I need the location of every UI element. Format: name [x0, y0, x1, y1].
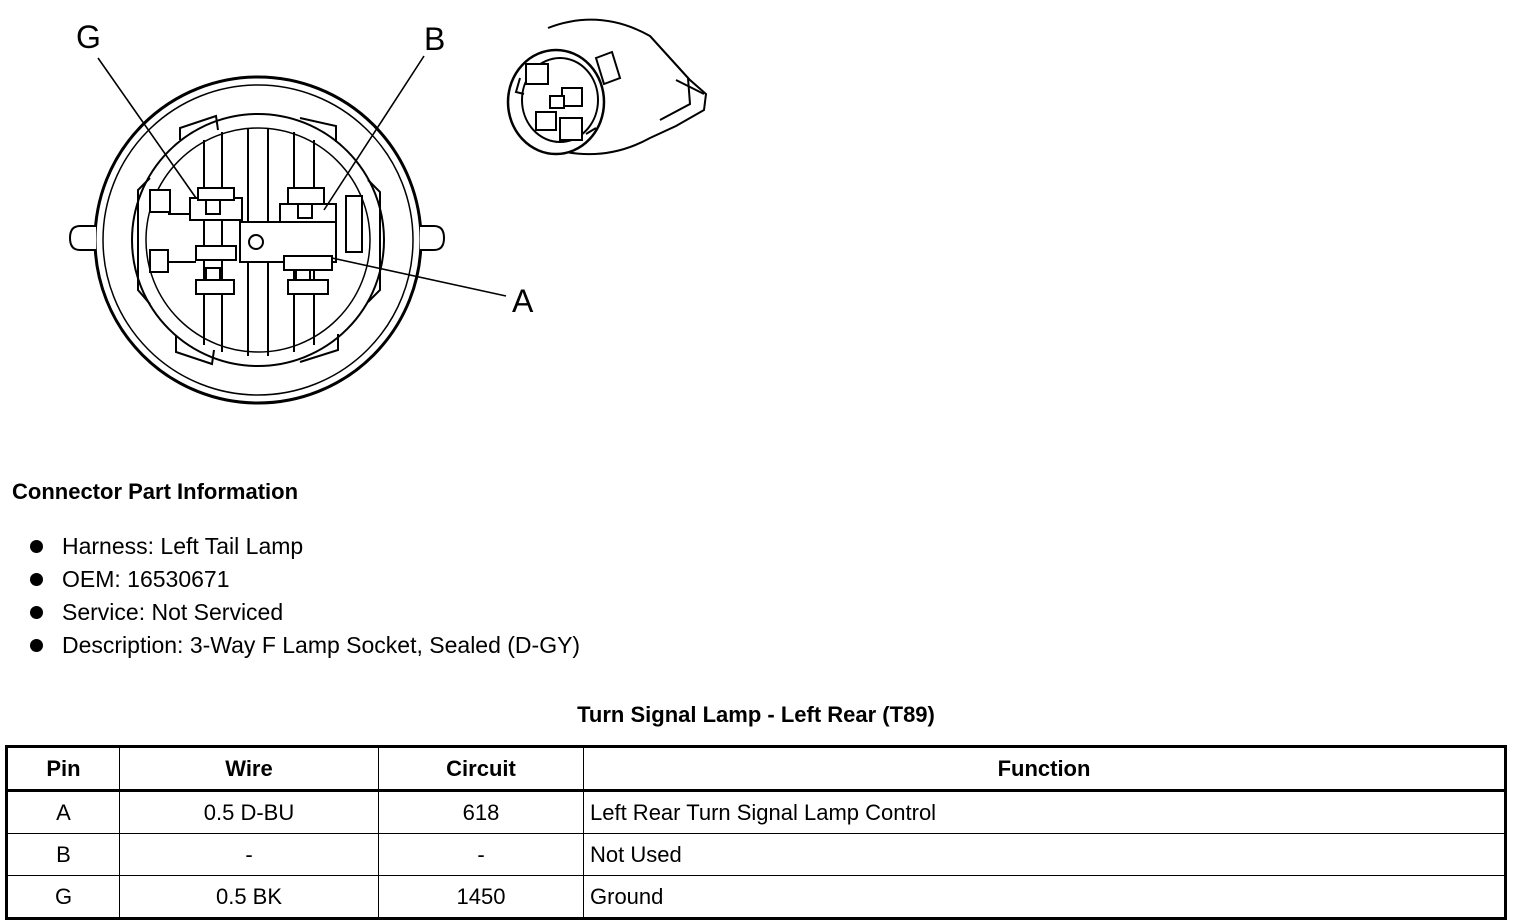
header-circuit: Circuit — [379, 747, 584, 791]
list-item: Harness: Left Tail Lamp — [28, 530, 580, 563]
cell-function: Not Used — [584, 834, 1506, 876]
cell-wire: - — [120, 834, 379, 876]
label-a: A — [512, 283, 534, 319]
cell-function: Ground — [584, 876, 1506, 919]
cell-circuit: 618 — [379, 791, 584, 834]
header-wire: Wire — [120, 747, 379, 791]
socket-right-tab — [420, 226, 444, 250]
bullet-icon — [30, 639, 43, 652]
table-row — [7, 791, 1506, 834]
cell-function: Left Rear Turn Signal Lamp Control — [584, 791, 1506, 834]
connector-info-title: Connector Part Information — [12, 479, 299, 504]
label-g: G — [76, 19, 101, 55]
label-b: B — [424, 21, 446, 57]
list-item: Description: 3-Way F Lamp Socket, Sealed (D-GY) — [28, 629, 580, 662]
cell-wire: 0.5 D-BU — [120, 791, 379, 834]
table-row — [7, 876, 1506, 919]
header-pin: Pin — [7, 747, 120, 791]
header-function: Function — [584, 747, 1506, 791]
cell-pin: B — [7, 834, 120, 876]
table-row — [7, 834, 1506, 876]
bullet-icon — [30, 606, 43, 619]
cell-pin: A — [7, 791, 120, 834]
pin-table-title: Turn Signal Lamp - Left Rear (T89) — [577, 702, 935, 727]
cell-pin: G — [7, 876, 120, 919]
socket-left-tab — [70, 226, 96, 250]
list-item: OEM: 16530671 — [28, 563, 580, 596]
cell-wire: 0.5 BK — [120, 876, 379, 919]
cell-circuit: 1450 — [379, 876, 584, 919]
bullet-icon — [30, 540, 43, 553]
socket-3d-view — [508, 20, 706, 154]
connector-face-diagram — [0, 0, 760, 430]
cell-circuit: - — [379, 834, 584, 876]
pin-table — [5, 745, 1507, 920]
connector-info-list — [28, 530, 580, 662]
list-item: Service: Not Serviced — [28, 596, 580, 629]
bullet-icon — [30, 573, 43, 586]
table-header-row — [7, 747, 1506, 791]
